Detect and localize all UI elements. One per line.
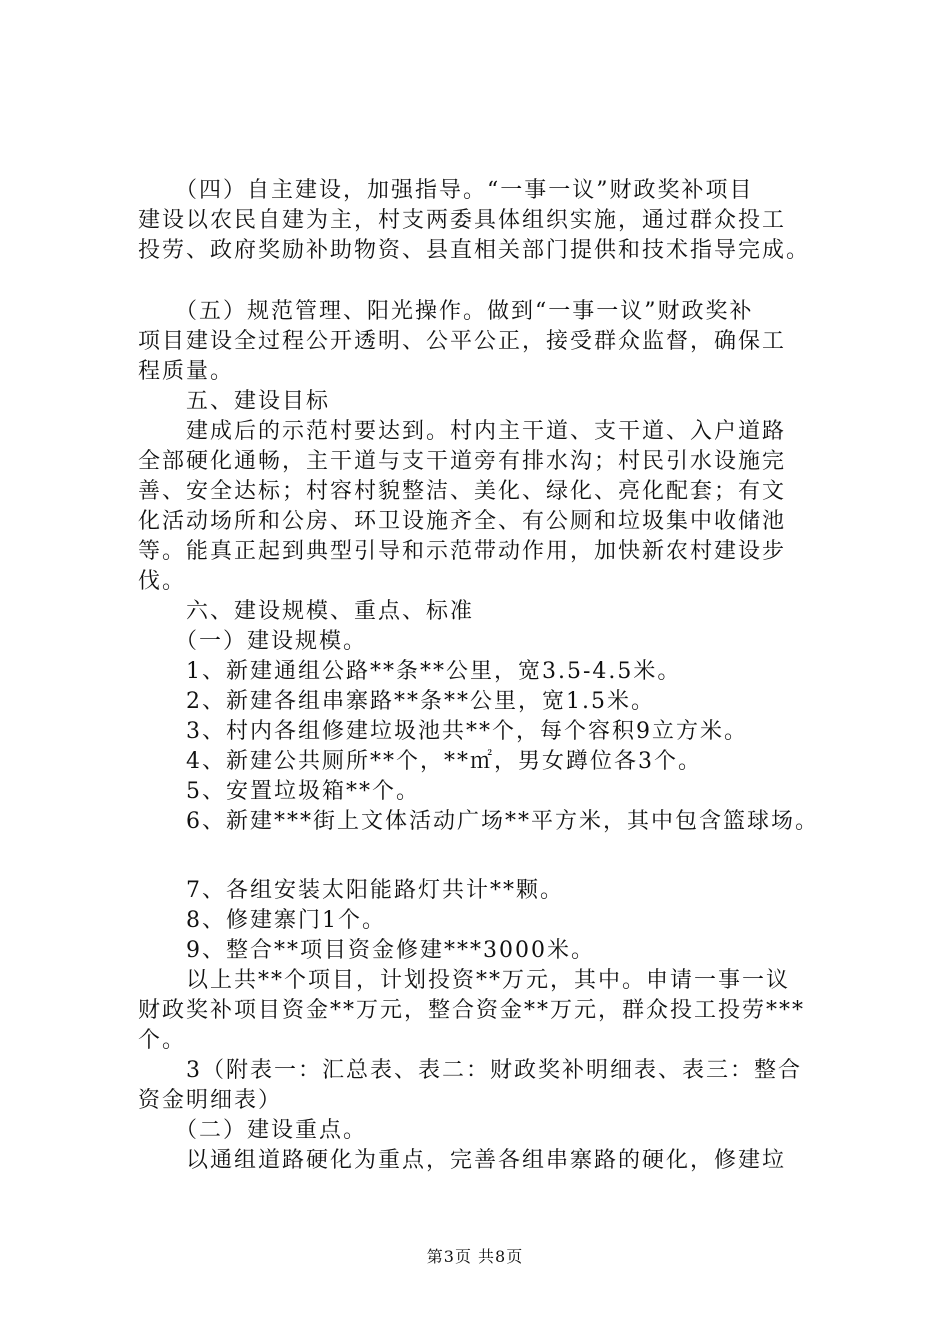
- text-line: 以通组道路硬化为重点，完善各组串寨路的硬化，修建垃: [138, 1148, 787, 1173]
- list-item: 8、修建寨门1个。: [138, 908, 386, 933]
- text-line: 善、安全达标；村容村貌整洁、美化、绿化、亮化配套；有文: [138, 479, 787, 504]
- text-line: 等。能真正起到典型引导和示范带动作用，加快新农村建设步: [138, 539, 787, 564]
- paragraph-section-4: [138, 176, 838, 266]
- text-line: 化活动场所和公房、环卫设施齐全、有公厕和垃圾集中收储池: [138, 509, 787, 534]
- text-line: 以上共**个项目，计划投资**万元，其中。申请一事一议: [138, 968, 791, 993]
- text-line: 建成后的示范村要达到。村内主干道、支干道、入户道路: [138, 419, 787, 444]
- text-line: 项目建设全过程公开透明、公平公正，接受群众监督，确保工: [138, 329, 787, 354]
- list-item: 6、新建***街上文体活动广场**平方米，其中包含篮球场。: [138, 809, 819, 834]
- list-item: 1、新建通组公路**条**公里，宽3.5-4.5米。: [138, 659, 682, 684]
- section-heading: 六、建设规模、重点、标准: [138, 599, 475, 624]
- list-item: 4、新建公共厕所**个，**㎡，男女蹲位各3个。: [138, 749, 702, 774]
- paragraph-section-5-6: [138, 297, 838, 837]
- text-line: （四）自主建设，加强指导。“一事一议”财政奖补项目: [138, 178, 754, 203]
- text-line: 3（附表一：汇总表、表二：财政奖补明细表、表三：整合: [138, 1058, 802, 1083]
- list-item: 2、新建各组串寨路**条**公里，宽1.5米。: [138, 689, 655, 714]
- text-line: 投劳、政府奖励补助物资、县直相关部门提供和技术指导完成。: [138, 238, 811, 263]
- list-item: 7、各组安装太阳能路灯共计**颗。: [138, 878, 564, 903]
- text-line: 个。: [138, 1028, 187, 1053]
- text-line: 全部硬化通畅，主干道与支干道旁有排水沟；村民引水设施完: [138, 449, 787, 474]
- text-line: 程质量。: [138, 359, 235, 384]
- text-line: 资金明细表）: [138, 1088, 283, 1113]
- page-number: 第3页 共8页: [426, 1247, 524, 1266]
- page-footer: [0, 1244, 950, 1267]
- text-line: 伐。: [138, 569, 187, 594]
- paragraph-list-continued: [138, 876, 838, 1176]
- list-item: 5、安置垃圾箱**个。: [138, 779, 420, 804]
- subsection-heading: （二）建设重点。: [138, 1118, 368, 1143]
- list-item: 3、村内各组修建垃圾池共**个，每个容积9立方米。: [138, 719, 748, 744]
- section-heading: 五、建设目标: [138, 389, 331, 414]
- text-line: （五）规范管理、阳光操作。做到“一事一议”财政奖补: [138, 299, 754, 324]
- list-item: 9、整合**项目资金修建***3000米。: [138, 938, 595, 963]
- text-line: 建设以农民自建为主，村支两委具体组织实施，通过群众投工: [138, 208, 787, 233]
- subsection-heading: （一）建设规模。: [138, 629, 368, 654]
- text-line: 财政奖补项目资金**万元，整合资金**万元，群众投工投劳***: [138, 998, 806, 1023]
